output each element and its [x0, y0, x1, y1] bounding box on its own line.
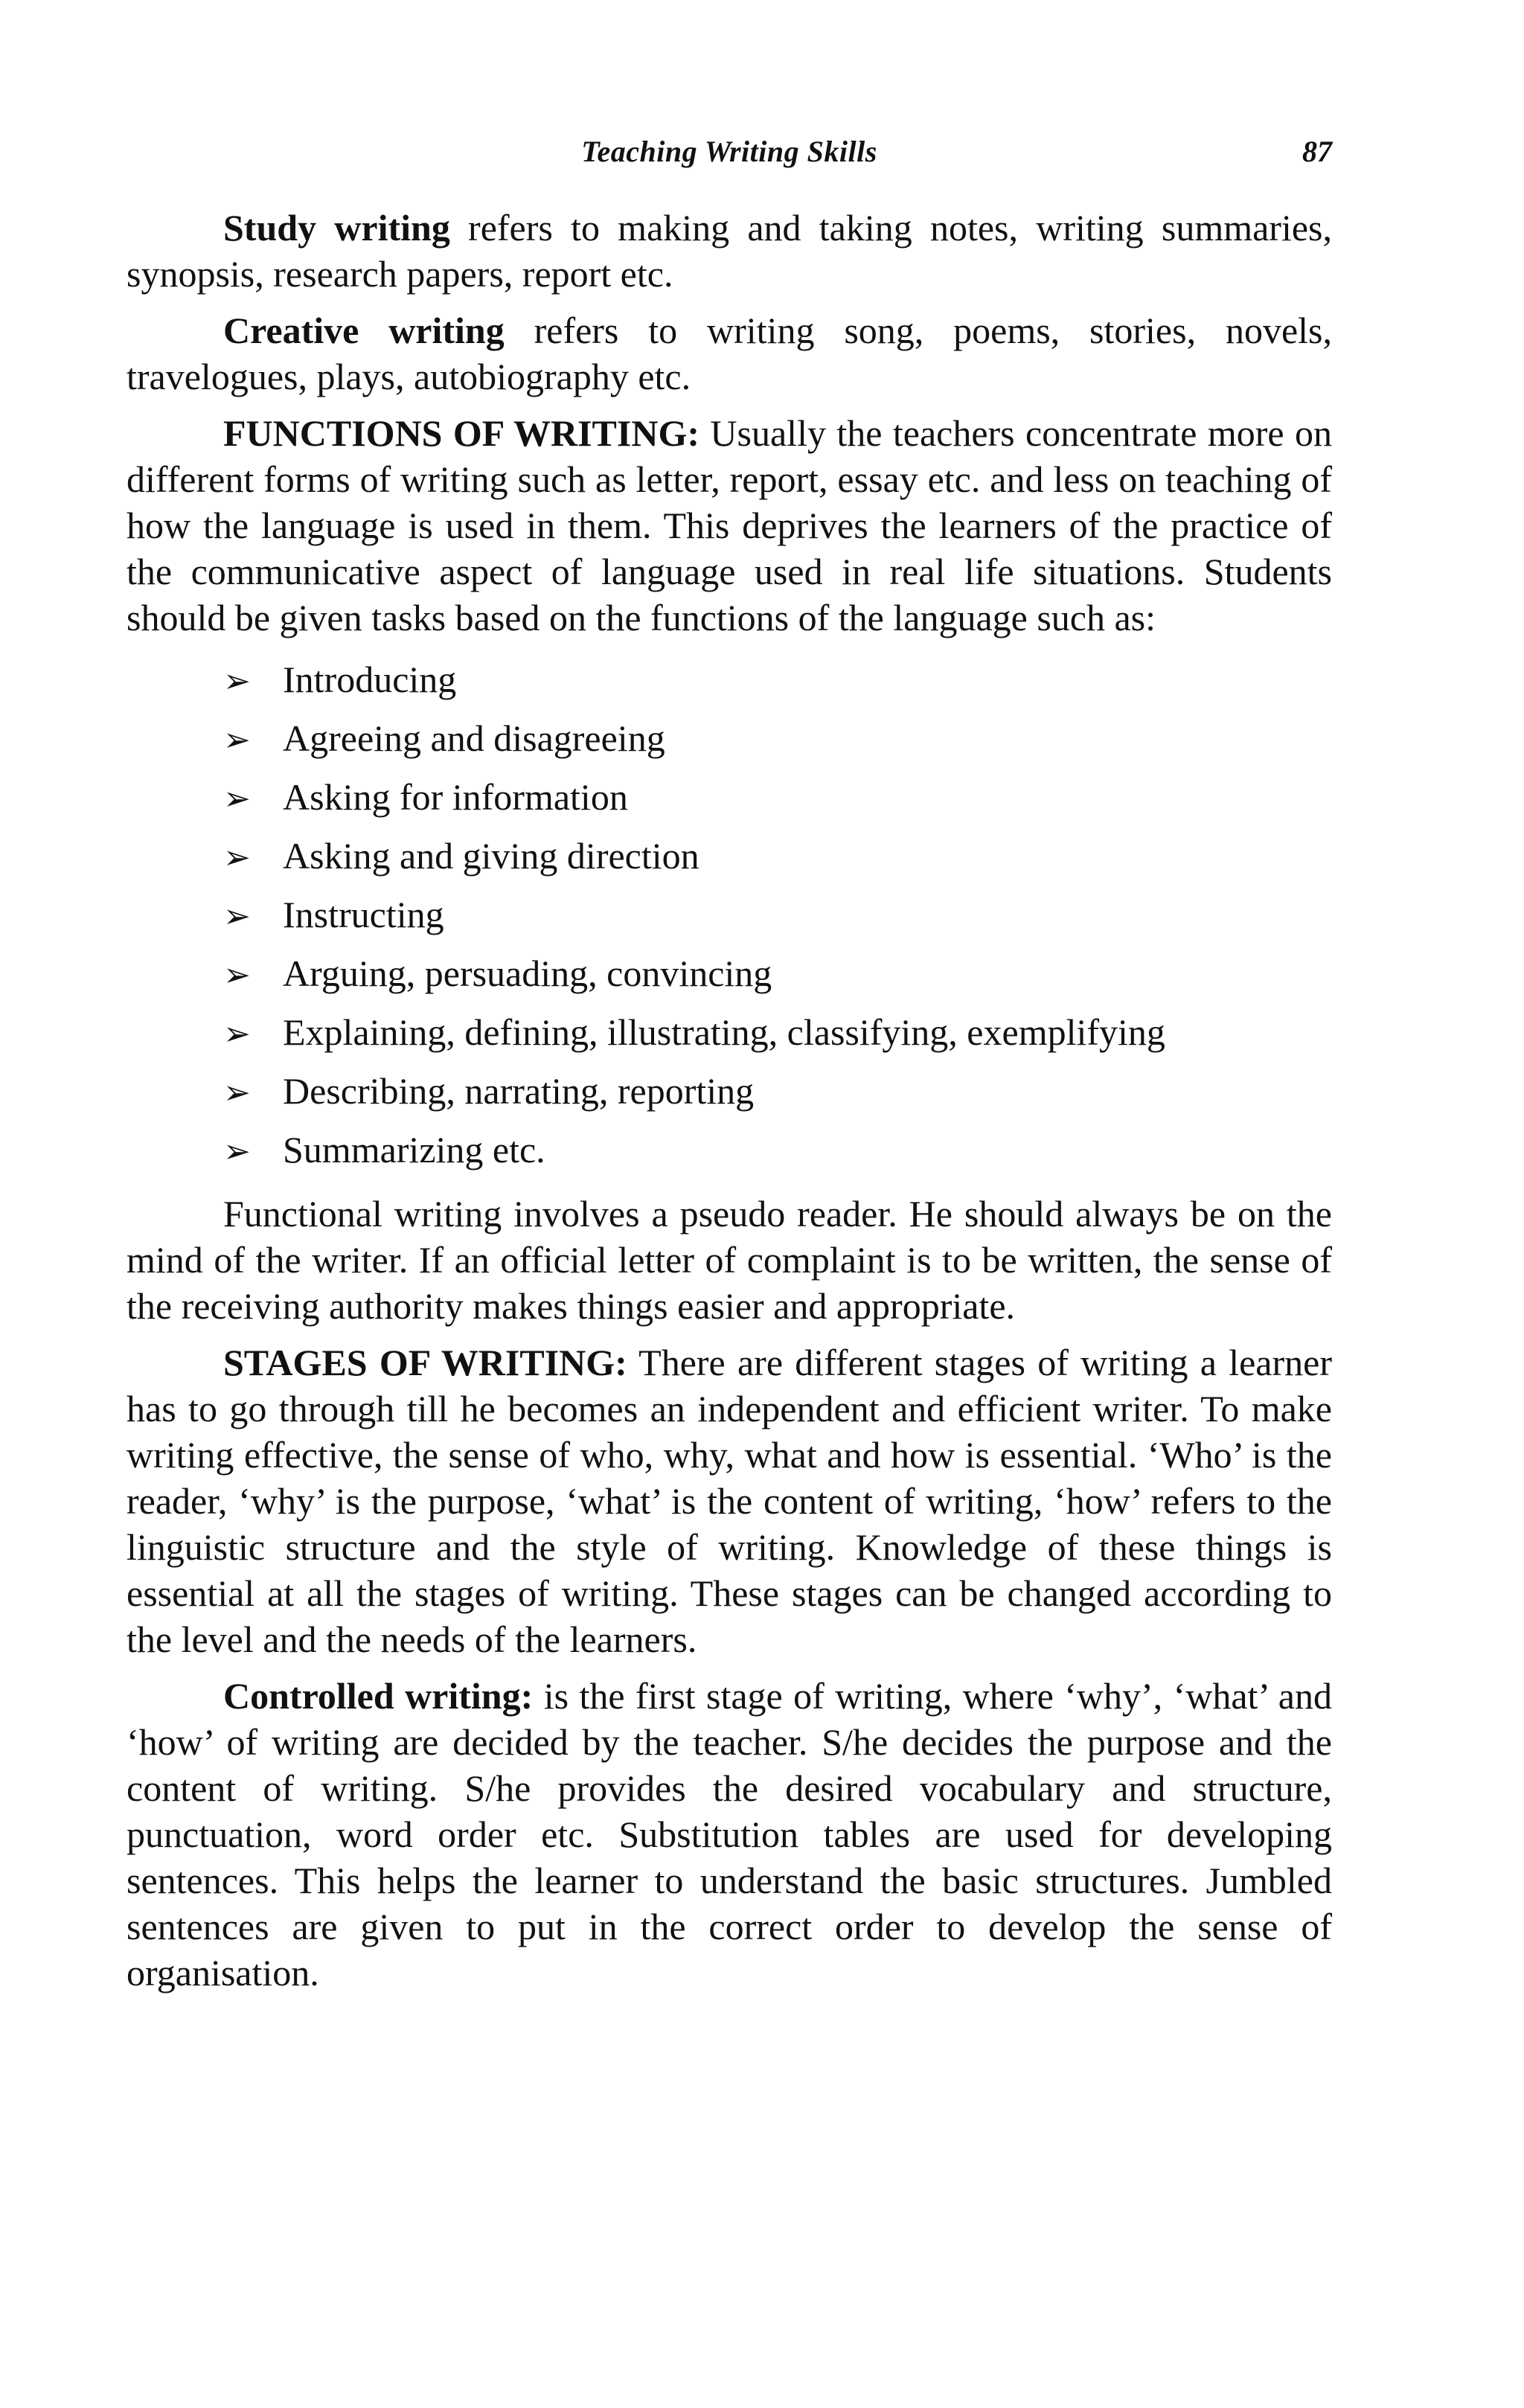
list-item-text: Summarizing etc. [283, 1129, 545, 1171]
list-item [223, 769, 1332, 827]
arrow-bullet-icon: ➢ [223, 722, 251, 758]
term-creative-writing: Creative writing [223, 310, 505, 351]
list-item [223, 651, 1332, 710]
list-item-text: Explaining, defining, illustrating, classifying, exemplifying [283, 1011, 1165, 1053]
arrow-bullet-icon: ➢ [223, 781, 251, 817]
arrow-bullet-icon: ➢ [223, 663, 251, 699]
arrow-bullet-icon: ➢ [223, 957, 251, 993]
page-content [127, 205, 1332, 2006]
list-item-text: Asking for information [283, 776, 628, 818]
list-item-text: Describing, narrating, reporting [283, 1070, 755, 1112]
arrow-bullet-icon: ➢ [223, 1016, 251, 1052]
arrow-bullet-icon: ➢ [223, 1075, 251, 1111]
list-item [223, 827, 1332, 886]
paragraph-text: Functional writing involves a pseudo reader. He should always be on the mind of the writer. If an official letter of complaint is to be written, the sense of the receiving authority makes things easier and appropriate. [127, 1193, 1332, 1327]
list-item [223, 886, 1332, 945]
arrow-bullet-icon: ➢ [223, 898, 251, 935]
heading-stages-of-writing: STAGES OF WRITING: [223, 1342, 627, 1383]
page-number: 87 [1302, 135, 1332, 168]
arrow-bullet-icon: ➢ [223, 839, 251, 876]
paragraph-text: Usually the teachers concentrate more on different forms of writing such as letter, report, essay etc. and less on teaching of how the language is used in them. This deprives the learners of the practice of the communicative aspect of language used in real life situations. Students should be given tasks based on the functions of the language such as: [127, 412, 1333, 638]
list-item-text: Arguing, persuading, convincing [283, 952, 772, 994]
list-item-text: Agreeing and disagreeing [283, 717, 665, 759]
list-item [223, 1063, 1332, 1121]
paragraph-stages-of-writing [127, 1339, 1332, 1662]
paragraph-study-writing [127, 205, 1332, 297]
paragraph-text: is the first stage of writing, where ‘why’, ‘what’ and ‘how’ of writing are decided by the teacher. S/he decides the purpose and the content of writing. S/he provides the desired vocabulary and structure, punctuation, word order etc. Substitution tables are used for developing sentences. This helps the learner to understand the basic structures. Jumbled sentences are given to put in the correct order to develop the sense of organisation. [127, 1675, 1332, 1994]
term-study-writing: Study writing [223, 207, 450, 249]
paragraph-creative-writing [127, 307, 1332, 400]
arrow-bullet-icon: ➢ [223, 1133, 251, 1170]
paragraph-text: refers to making and taking notes, writing summaries, synopsis, research papers, report etc. [127, 207, 1332, 295]
list-item-text: Introducing [283, 659, 457, 700]
functions-list [127, 651, 1332, 1180]
paragraph-text: There are different stages of writing a learner has to go through till he becomes an independent and efficient writer. To make writing effective, the sense of who, why, what and how is essential. ‘Who’ is the reader, ‘why’ is the purpose, ‘what’ is the content of writing, ‘how’ refers to the linguistic structure and the style of writing. Knowledge of these things is essential at all the stages of writing. These stages can be changed according to the level and the needs of the learners. [127, 1342, 1332, 1660]
list-item [223, 1121, 1332, 1180]
paragraph-controlled-writing [127, 1673, 1332, 1996]
list-item-text: Asking and giving direction [283, 835, 699, 877]
running-title: Teaching Writing Skills [581, 135, 877, 168]
paragraph-functional-writing [127, 1191, 1332, 1329]
paragraph-text: refers to writing song, poems, stories, novels, travelogues, plays, autobiography etc. [127, 310, 1332, 397]
term-controlled-writing: Controlled writing: [223, 1675, 534, 1717]
list-item [223, 1004, 1332, 1063]
list-item [223, 945, 1332, 1004]
list-item [223, 710, 1332, 769]
paragraph-functions-of-writing [127, 410, 1332, 641]
page-header [127, 134, 1332, 179]
list-item-text: Instructing [283, 894, 444, 935]
heading-functions-of-writing: FUNCTIONS OF WRITING: [223, 412, 700, 454]
